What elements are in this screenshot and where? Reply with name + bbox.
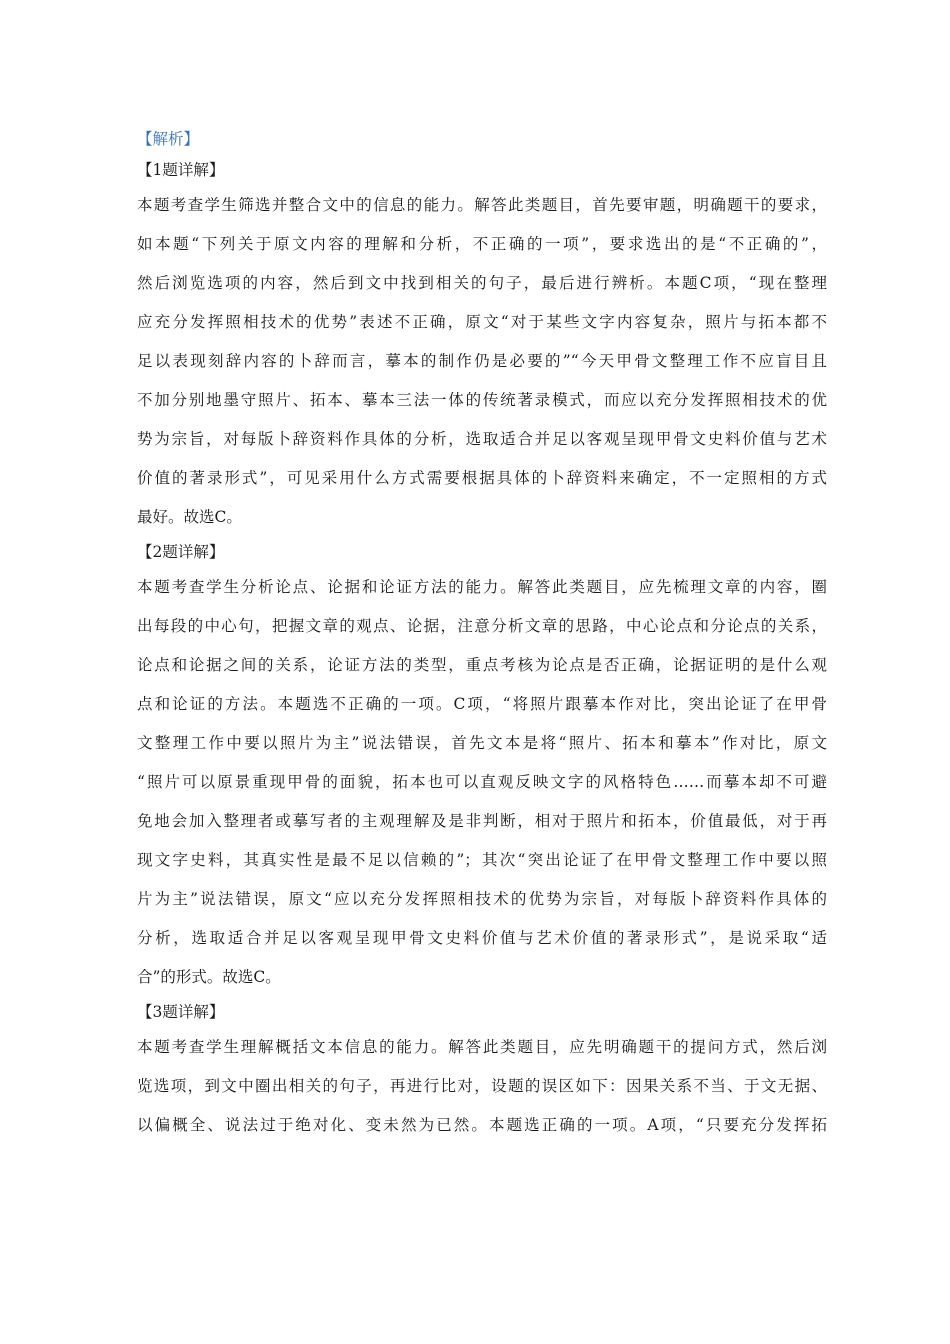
paragraph-line: 分析，选取适合并足以客观呈现甲骨文史料价值与艺术价值的著录形式”，是说采取“适 xyxy=(137,929,827,947)
analysis-heading: 【解析】 xyxy=(137,130,200,148)
paragraph-line: 如本题“下列关于原文内容的理解和分析，不正确的一项”，要求选出的是“不正确的”， xyxy=(137,235,827,253)
section-heading: 【3题详解】 xyxy=(137,1003,225,1021)
paragraph-line: 现文字史料，其真实性是最不足以信赖的”；其次“突出论证了在甲骨文整理工作中要以照 xyxy=(137,851,827,869)
paragraph-line: 最好。故选C。 xyxy=(137,508,242,526)
paragraph-line: 本题考查学生筛选并整合文中的信息的能力。解答此类题目，首先要审题，明确题干的要求， xyxy=(137,196,827,214)
paragraph-line: 足以表现刻辞内容的卜辞而言，摹本的制作仍是必要的”“今天甲骨文整理工作不应盲目且 xyxy=(137,352,827,370)
paragraph-line: 本题考查学生理解概括文本信息的能力。解答此类题目，应先明确题干的提问方式，然后浏 xyxy=(137,1038,827,1056)
paragraph-line: 应充分发挥照相技术的优势”表述不正确，原文“对于某些文字内容复杂，照片与拓本都不 xyxy=(137,313,827,331)
paragraph-line: 不加分别地墨守照片、拓本、摹本三法一体的传统著录模式，而应以充分发挥照相技术的优 xyxy=(137,391,827,409)
paragraph-line: 点和论证的方法。本题选不正确的一项。C项，“将照片跟摹本作对比，突出论证了在甲骨 xyxy=(137,695,827,713)
paragraph-line: 片为主”说法错误，原文“应以充分发挥照相技术的优势为宗旨，对每版卜辞资料作具体的 xyxy=(137,890,827,908)
section-2 xyxy=(137,537,827,997)
paragraph-line: 以偏概全、说法过于绝对化、变未然为已然。本题选正确的一项。A项，“只要充分发挥拓 xyxy=(137,1116,827,1134)
paragraph-line: 然后浏览选项的内容，然后到文中找到相关的句子，最后进行辨析。本题C项，“现在整理 xyxy=(137,274,827,292)
paragraph-line: 价值的著录形式”，可见采用什么方式需要根据具体的卜辞资料来确定，不一定照相的方式 xyxy=(137,469,827,487)
paragraph-line: 势为宗旨，对每版卜辞资料作具体的分析，选取适合并足以客观呈现甲骨文史料价值与艺术 xyxy=(137,430,827,448)
paragraph-line: 出每段的中心句，把握文章的观点、论据，注意分析文章的思路，中心论点和分论点的关系， xyxy=(137,617,827,635)
paragraph-line: 免地会加入整理者或摹写者的主观理解及是非判断，相对于照片和拓本，价值最低，对于再 xyxy=(137,812,827,830)
paragraph-line: 文整理工作中要以照片为主”说法错误，首先文本是将“照片、拓本和摹本”作对比，原文 xyxy=(137,734,827,752)
paragraph-line: 本题考查学生分析论点、论据和论证方法的能力。解答此类题目，应先梳理文章的内容，圈 xyxy=(137,578,827,596)
document-page xyxy=(137,124,827,1145)
paragraph-line: 论点和论据之间的关系，论证方法的类型，重点考核为论点是否正确，论据证明的是什么观 xyxy=(137,656,827,674)
paragraph-line: 览选项，到文中圈出相关的句子，再进行比对，设题的误区如下：因果关系不当、于文无据、 xyxy=(137,1077,827,1095)
paragraph-line: “照片可以原景重现甲骨的面貌，拓本也可以直观反映文字的风格特色……而摹本却不可避 xyxy=(137,773,827,791)
paragraph-line: 合”的形式。故选C。 xyxy=(137,968,281,986)
section-heading: 【2题详解】 xyxy=(137,543,225,561)
section-3 xyxy=(137,997,827,1145)
section-heading: 【1题详解】 xyxy=(137,161,225,179)
section-1 xyxy=(137,155,827,537)
